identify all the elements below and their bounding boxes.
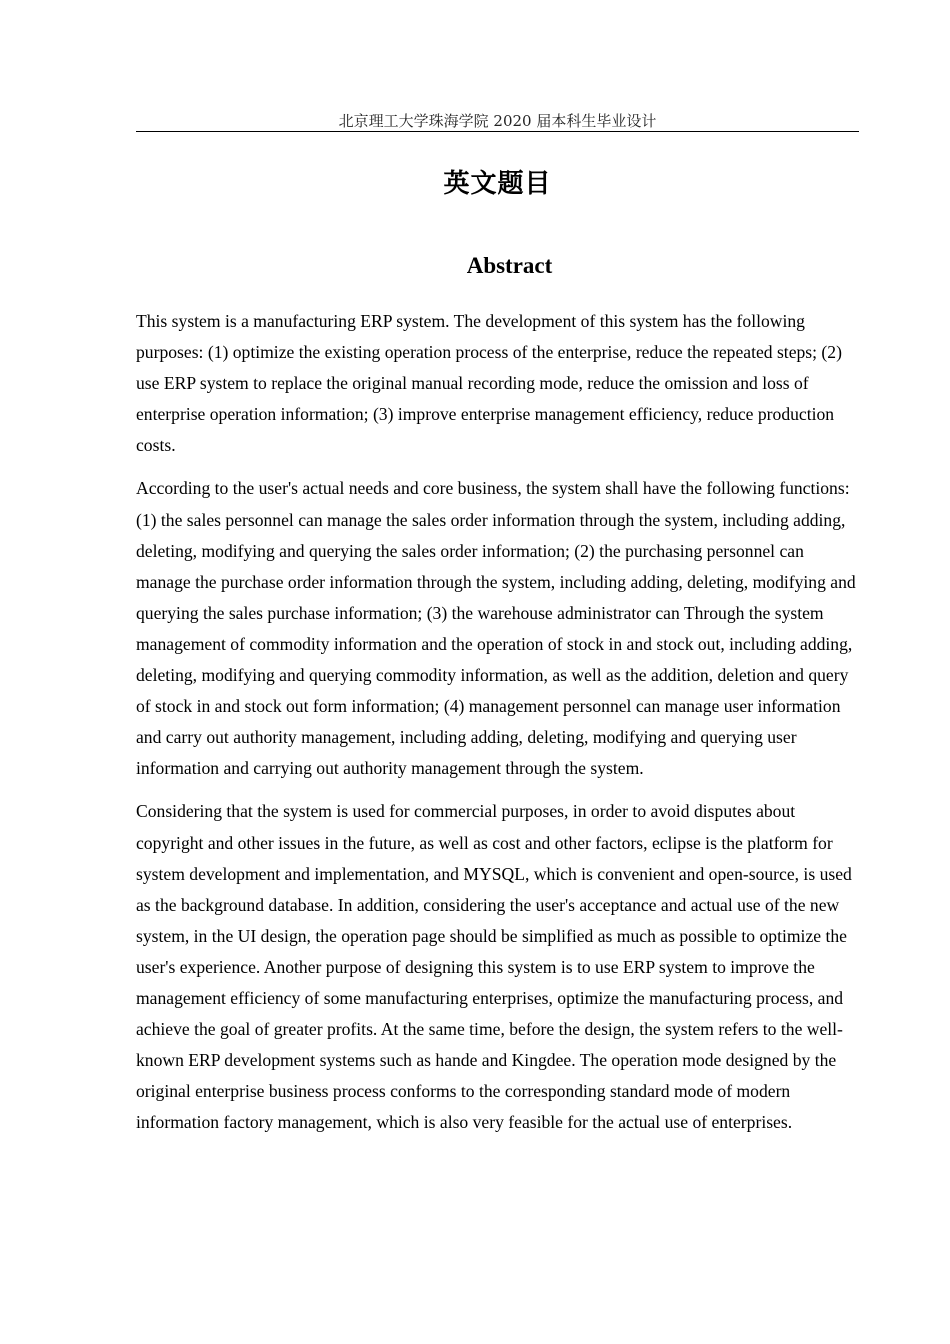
english-title-heading: 英文题目 [443,169,552,199]
header-divider [136,131,859,132]
running-header: 北京理工大学珠海学院 2020 届本科生毕业设计 [338,112,657,130]
abstract-body [136,306,859,1150]
abstract-paragraph-3: Considering that the system is used for commercial purposes, in order to avoid disputes about copyright and other issues in the future, as well as cost and other factors, eclipse is the platform for system development and implementation, and MYSQL, which is convenient and open-source, is used as the background database. In addition, considering the user's acceptance and actual use of the new system, in the UI design, the operation page should be simplified as much as possible to optimize the user's experience. Another purpose of designing this system is to use ERP system to improve the management efficiency of some manufacturing enterprises, optimize the manufacturing process, and achieve the goal of greater profits. At the same time, before the design, the system refers to the well-known ERP development systems such as hande and Kingdee. The operation mode designed by the original enterprise business process conforms to the corresponding standard mode of modern information factory management, which is also very feasible for the actual use of enterprises. [136,801,852,1133]
abstract-paragraph-1: This system is a manufacturing ERP system. The development of this system has the following purposes: (1) optimize the existing operation process of the enterprise, reduce the repeated steps; (2) use ERP system to replace the original manual recording mode, reduce the omission and loss of enterprise operation information; (3) improve enterprise management efficiency, reduce production costs. [136,311,842,456]
abstract-heading: Abstract [466,253,553,278]
abstract-paragraph-2: According to the user's actual needs and core business, the system shall have the following functions: (1) the sales personnel can manage the sales order information through the system, including adding, deleting, modifying and querying the sales order information; (2) the purchasing personnel can manage the purchase order information through the system, including adding, deleting, modifying and querying the sales purchase information; (3) the warehouse administrator can Through the system management of commodity information and the operation of stock in and stock out, including adding, deleting, modifying and querying commodity information, as well as the addition, deletion and query of stock in and stock out form information; (4) management personnel can manage user information and carry out authority management, including adding, deleting, modifying and querying user information and carrying out authority management through the system. [136,478,856,779]
